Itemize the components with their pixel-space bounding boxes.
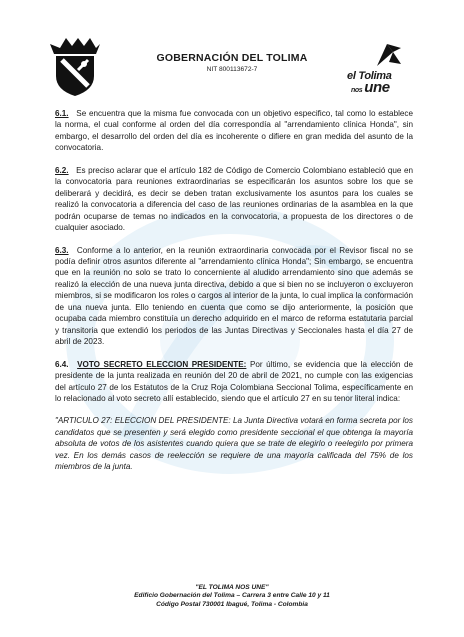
logo-text-line1: el Tolima (347, 70, 392, 82)
paragraph-number: 6.3. (55, 245, 69, 255)
logo-text-line2 (351, 80, 390, 99)
paragraph-6-1 (55, 108, 413, 154)
institution-title: GOBERNACIÓN DEL TOLIMA (156, 52, 308, 64)
paragraph-text: Conforme a lo anterior, en la reunión extraordinaria convocada por el Revisor fiscal no se podía definir otros asuntos diferente al "arrendamiento clínica Honda"; Sin embargo, se encuentra que en la reunión no solo se trato lo concerniente al aludido arrendamiento sino que además se realizó la elección de una nueva junta directiva, debido a que si bien no se incluyeron o excluyeron miembros, si se modificaron los roles o cargos al interior de la junta, lo cual implica la conformación de una nueva junta. Ello teniendo en cuenta que como se dijo anteriormente, la posición que ocupaba cada miembro constituía un derecho adquirido en el marco de reforma estatutaria parcial y transitoria que extendió los periodos de las Juntas Directivas y Seccionales hasta el día 27 de abril de 2023. (55, 245, 413, 347)
paragraph-number: 6.2. (55, 165, 69, 175)
paragraph-6-2 (55, 165, 413, 234)
article-27-quote: "ARTICULO 27: ELECCION DEL PRESIDENTE: La Junta Directiva votará en forma secreta por los candidatos que se presenten y será elegido como presidente seccional el que obtenga la mayoría absoluta de votos de los asistentes cuando quiera que se trate de elegirlo o reelegirlo por primera vez. En los demás casos de reelección se requiere de una mayoría calificada del 75% de los miembros de la junta. (55, 416, 413, 472)
institution-nit: NIT 800113672-7 (206, 66, 258, 73)
paragraph-text: Se encuentra que la misma fue convocada con un objetivo especifico, tal como lo establece la norma, el cual conforme al orden del día correspondía al "arrendamiento clínica Honda", sin embargo, el desarrollo del orden del día es incoherente o difiere en gran medida del asunto de la convocatoria. (55, 109, 413, 153)
paragraph-6-3 (55, 245, 413, 348)
logo-text-nos: nos (351, 87, 363, 94)
logo-text-une: une (364, 79, 390, 96)
footer-slogan: "EL TOLIMA NOS UNE" (195, 584, 269, 591)
paragraph-number: 6.1. (55, 109, 69, 118)
paragraph-number: 6.4. (55, 359, 69, 369)
paragraph-text: Es preciso aclarar que el artículo 182 de Código de Comercio Colombiano estableció que en la convocatoria para reuniones extraordinarias se especificarán los asuntos sobre los que se deliberará y decidirá, es decir se deben tratan exclusivamente los asuntos para los cuales se realizó la convocatoria a diferencia del caso de las reuniones ordinarias de la asamblea en la que podrán ocuparse de temas no indicados en la convocatoria, a propuesta de los directores o de cualquier asociado. (55, 165, 413, 233)
page-footer (0, 584, 464, 609)
document-body (55, 108, 413, 473)
el-tolima-nos-une-logo (347, 40, 417, 100)
footer-address: Edificio Gobernación del Tolima – Carrera 3 entre Calle 10 y 11 (134, 592, 330, 600)
paragraph-heading: VOTO SECRETO ELECCION PRESIDENTE: (77, 359, 247, 369)
logo-mark-icon (371, 40, 405, 70)
paragraph-text: Por último, se evidencia que la elección de presidente de la junta realizada en reunión del 20 de abril de 2021, no cumple con las exigencias del artículo 27 de los Estatutos de la Cruz Roja Colombiana Seccional Tolima, específicamente en lo relacionado al voto secreto allí establecido, siendo que el artículo 27 en su tenor literal indica: (55, 359, 414, 403)
footer-postal: Código Postal 730001 Ibagué, Tolima - Colombia (156, 600, 308, 608)
paragraph-6-4 (55, 359, 413, 405)
